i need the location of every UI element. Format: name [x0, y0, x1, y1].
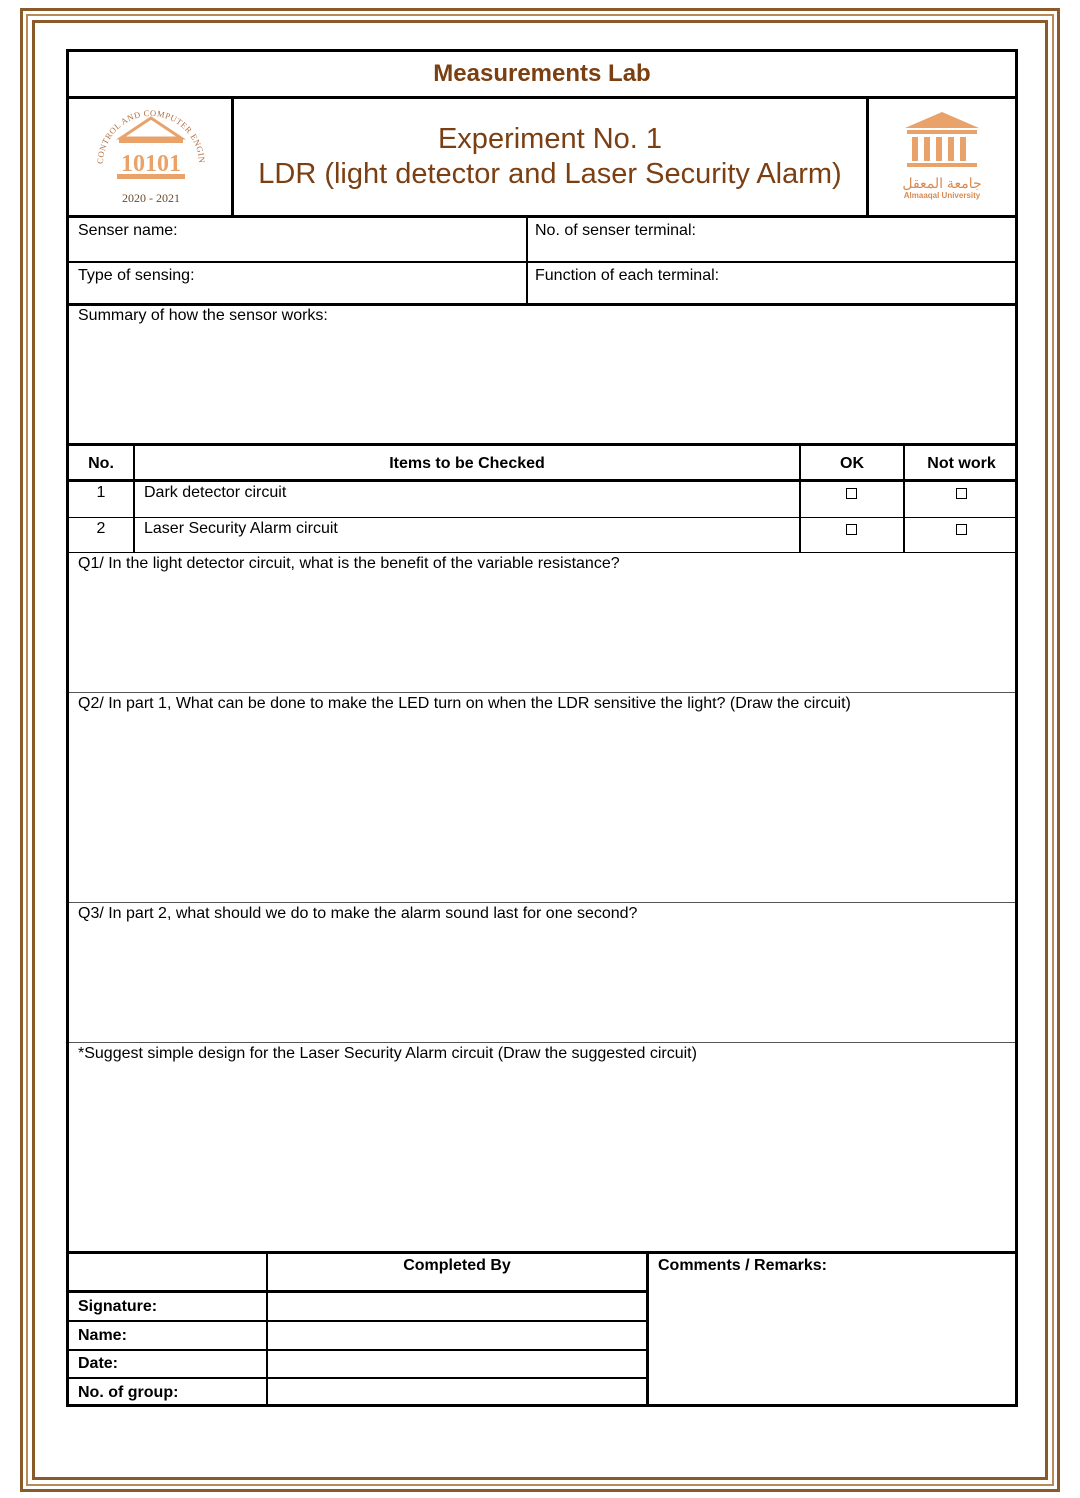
columns-icon [897, 110, 987, 170]
group-number-label: No. of group: [78, 1384, 179, 1401]
ok-checkbox[interactable] [846, 524, 857, 535]
design-suggestion[interactable]: *Suggest simple design for the Laser Security Alarm circuit (Draw the suggested circuit) [78, 1045, 697, 1062]
ok-checkbox[interactable] [846, 488, 857, 499]
name-label: Name: [78, 1327, 127, 1344]
signature-label: Signature: [78, 1298, 158, 1315]
column-header-ok: OK [840, 455, 864, 472]
terminal-function-field[interactable]: Function of each terminal: [535, 267, 720, 284]
row-item: Laser Security Alarm circuit [144, 520, 338, 537]
sensing-type-field[interactable]: Type of sensing: [78, 267, 195, 284]
completed-by-header: Completed By [403, 1257, 511, 1274]
date-label: Date: [78, 1355, 119, 1372]
sensor-name-field[interactable]: Senser name: [78, 222, 178, 239]
not-work-checkbox[interactable] [956, 524, 967, 535]
row-item: Dark detector circuit [144, 484, 287, 501]
lab-title: Measurements Lab [433, 60, 651, 87]
column-header-no: No. [88, 455, 114, 472]
row-number: 2 [96, 520, 106, 537]
logo-ring-text: CONTROL AND COMPUTER ENGIN [94, 107, 208, 165]
question-1[interactable]: Q1/ In the light detector circuit, what is the benefit of the variable resistance? [78, 555, 620, 572]
column-header-not-work: Not work [927, 455, 996, 472]
logo-years: 2020 - 2021 [122, 191, 180, 205]
row-number: 1 [96, 484, 106, 501]
question-3[interactable]: Q3/ In part 2, what should we do to make the alarm sound last for one second? [78, 905, 638, 922]
sensor-terminals-field[interactable]: No. of senser terminal: [535, 222, 696, 239]
experiment-title: LDR (light detector and Laser Security Alarm) [258, 158, 842, 190]
experiment-number: Experiment No. 1 [437, 123, 663, 155]
divider [69, 96, 1015, 99]
university-arabic-name: جامعة المعقل [902, 175, 982, 191]
department-logo [89, 102, 213, 210]
not-work-checkbox[interactable] [956, 488, 967, 499]
university-logo [897, 110, 987, 206]
column-header-items: Items to be Checked [389, 455, 545, 472]
sensor-summary-field[interactable]: Summary of how the sensor works: [78, 307, 328, 324]
question-2[interactable]: Q2/ In part 1, What can be done to make the LED turn on when the LDR sensitive the light? (Draw the circuit) [78, 695, 851, 712]
comments-remarks[interactable]: Comments / Remarks: [658, 1257, 827, 1274]
logo-digits: 10101 [121, 151, 181, 177]
lab-report-sheet [66, 49, 1018, 1407]
university-english-name: Almaaqal University [903, 191, 981, 200]
